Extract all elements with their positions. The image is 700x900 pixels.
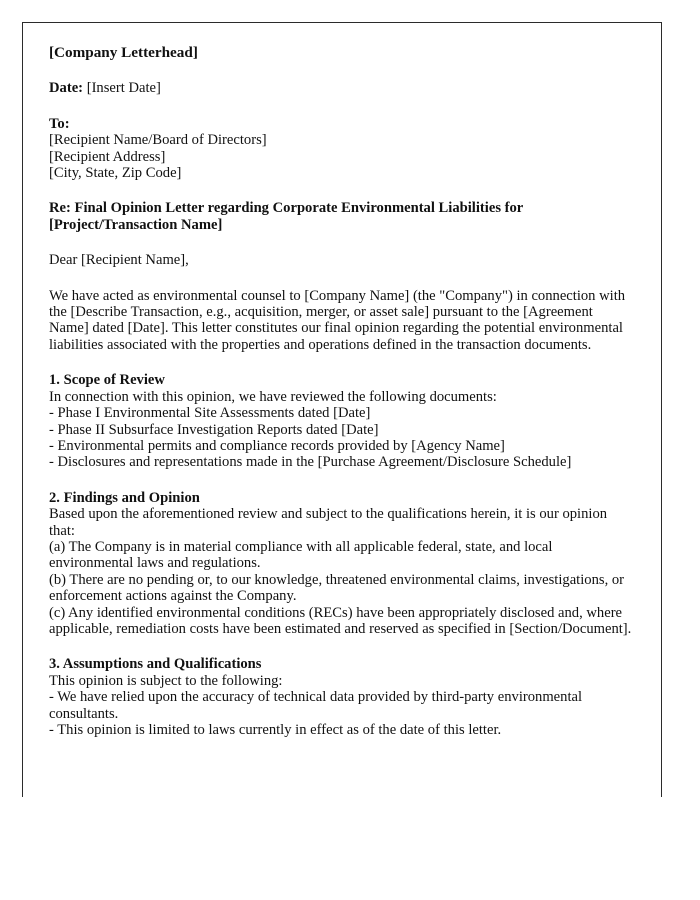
recipient-line-name: [Recipient Name/Board of Directors] — [49, 132, 267, 149]
section-lead: In connection with this opinion, we have reviewed the following documents: — [49, 388, 497, 405]
section-item: - Environmental permits and compliance records provided by [Agency Name] — [49, 437, 505, 454]
section-heading: 2. Findings and Opinion — [49, 489, 200, 506]
section-item: (c) Any identified environmental conditions (RECs) have been appropriately disclosed and, where applicable, remediation costs have been estimated and reserved as specified in [Section/Document]. — [49, 604, 632, 637]
recipient-label: To: — [49, 115, 70, 132]
recipient-block — [49, 116, 635, 182]
salutation: Dear [Recipient Name], — [49, 252, 189, 269]
section-heading: 1. Scope of Review — [49, 372, 165, 389]
section-findings-and-opinion — [49, 490, 635, 638]
date-label: Date: — [49, 80, 84, 97]
section-item: - Phase I Environmental Site Assessments dated [Date] — [49, 405, 371, 422]
section-item: (a) The Company is in material compliance with all applicable federal, state, and local environmental laws and regulations. — [49, 538, 553, 572]
section-item: - We have relied upon the accuracy of technical data provided by third-party environmental consultants. — [49, 689, 583, 722]
subject-line: Re: Final Opinion Letter regarding Corporate Environmental Liabilities for [Project/Transaction Name] — [49, 200, 524, 233]
company-letterhead: [Company Letterhead] — [49, 44, 198, 61]
intro-paragraph: We have acted as environmental counsel to [Company Name] (the "Company") in connection with the [Describe Transaction, e.g., acquisition, merger, or asset sale] pursuant to the [Agreement Name] dated [Date]. This letter constitutes our final opinion regarding the potential environmental liabilities associated with the properties and operations defined in the transaction documents. — [49, 287, 626, 353]
date-value: [Insert Date] — [86, 80, 161, 97]
section-item: (b) There are no pending or, to our knowledge, threatened environmental claims, investigations, or enforcement actions against the Company. — [49, 571, 625, 605]
section-assumptions-and-qualifications — [49, 656, 635, 738]
section-item: - Phase II Subsurface Investigation Reports dated [Date] — [49, 421, 379, 438]
date-line — [49, 80, 635, 96]
section-heading: 3. Assumptions and Qualifications — [49, 656, 262, 673]
recipient-line-address: [Recipient Address] — [49, 148, 166, 165]
section-lead: This opinion is subject to the following: — [49, 672, 283, 689]
document-body — [23, 23, 661, 738]
section-scope-of-review — [49, 372, 635, 470]
section-lead: Based upon the aforementioned review and subject to the qualifications herein, it is our opinion that: — [49, 506, 608, 539]
section-item: - Disclosures and representations made in the [Purchase Agreement/Disclosure Schedule] — [49, 454, 572, 471]
document-page — [22, 22, 662, 797]
section-item: - This opinion is limited to laws currently in effect as of the date of this letter. — [49, 722, 502, 738]
recipient-line-city: [City, State, Zip Code] — [49, 165, 182, 182]
